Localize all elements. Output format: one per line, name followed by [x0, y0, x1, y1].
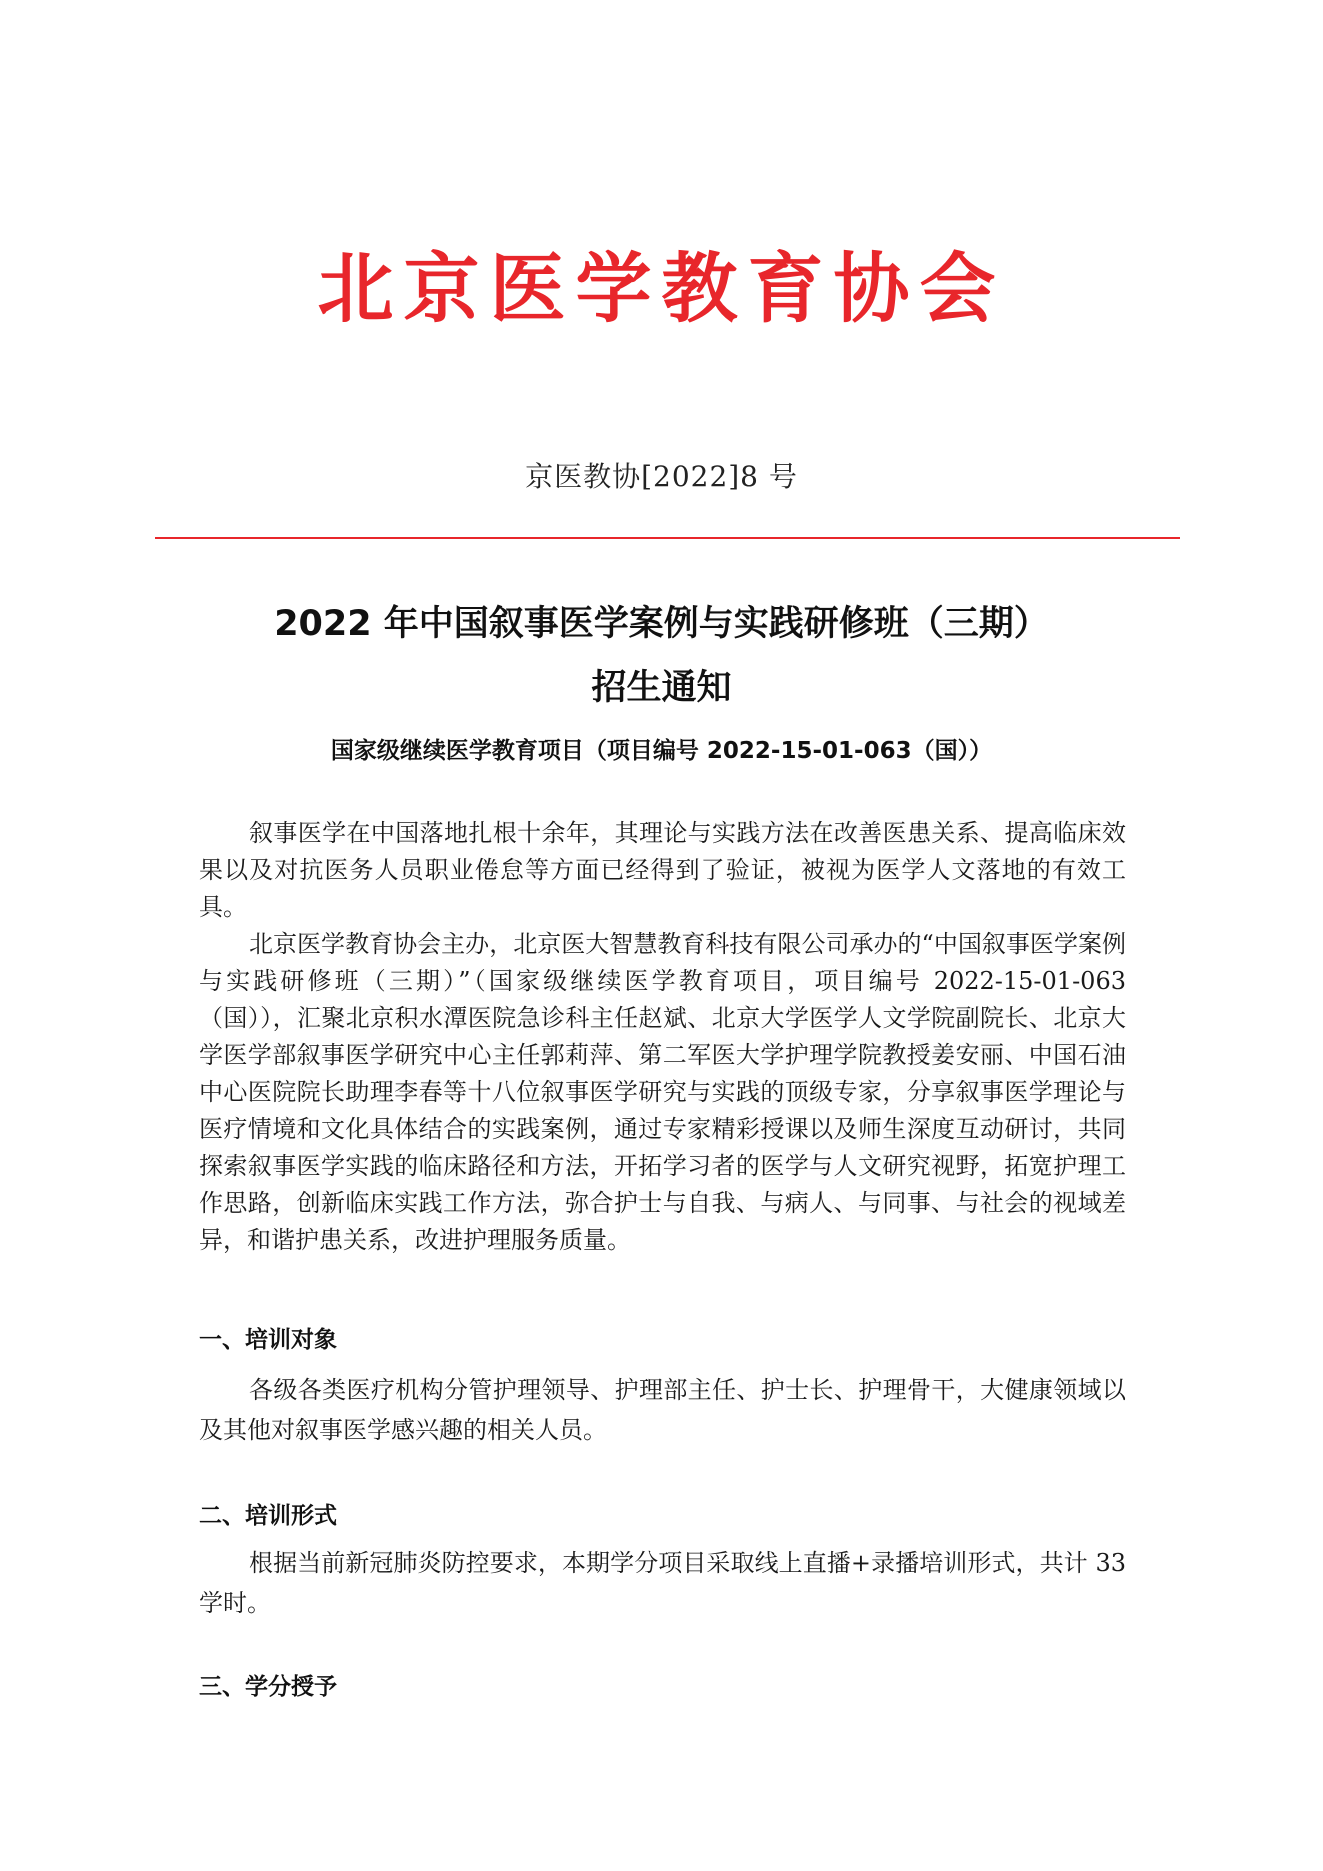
section-heading-format: 二、培训形式 [199, 1503, 337, 1529]
org-letterhead: 北京医学教育协会 [317, 244, 1006, 333]
notice-title-line2: 招生通知 [591, 668, 732, 708]
intro-paragraph-2: 北京医学教育协会主办，北京医大智慧教育科技有限公司承办的“中国叙事医学案例与实践研修班（三期）”（国家级继续医学教育项目，项目编号 2022-15-01-063（国）），汇聚北京积水潭医院急诊科主任赵斌、北京大学医学人文学院副院长、北京大学医学部叙事医学研究中心主任郭莉萍、第二军医大学护理学院教授姜安丽、中国石油中心医院院长助理李春等十八位叙事医学研究与实践的顶级专家，分享叙事医学理论与医疗情境和文化具体结合的实践案例，通过专家精彩授课以及师生深度互动研讨，共同探索叙事医学实践的临床路径和方法，开拓学习者的医学与人文研究视野，拓宽护理工作思路，创新临床实践工作方法，弥合护士与自我、与病人、与同事、与社会的视域差异，和谐护患关系，改进护理服务质量。 [199, 930, 1126, 1254]
notice-title [0, 592, 1323, 720]
red-divider [155, 537, 1180, 539]
notice-title-line1: 2022 年中国叙事医学案例与实践研修班（三期） [274, 604, 1049, 644]
section-text-trainees: 各级各类医疗机构分管护理领导、护理部主任、护士长、护理骨干，大健康领域以及其他对叙事医学感兴趣的相关人员。 [199, 1376, 1126, 1444]
intro-body [199, 815, 1126, 1259]
intro-paragraph-1: 叙事医学在中国落地扎根十余年，其理论与实践方法在改善医患关系、提高临床效果以及对抗医务人员职业倦怠等方面已经得到了验证，被视为医学人文落地的有效工具。 [199, 819, 1126, 921]
notice-subtitle: 国家级继续医学教育项目（项目编号 2022-15-01-063（国）） [330, 738, 993, 764]
document-number: 京医教协[2022]8 号 [525, 460, 798, 493]
section-heading-credits: 三、学分授予 [199, 1674, 337, 1700]
section-text-format: 根据当前新冠肺炎防控要求，本期学分项目采取线上直播+录播培训形式，共计 33 学时。 [199, 1549, 1126, 1617]
section-heading-trainees: 一、培训对象 [199, 1327, 337, 1353]
